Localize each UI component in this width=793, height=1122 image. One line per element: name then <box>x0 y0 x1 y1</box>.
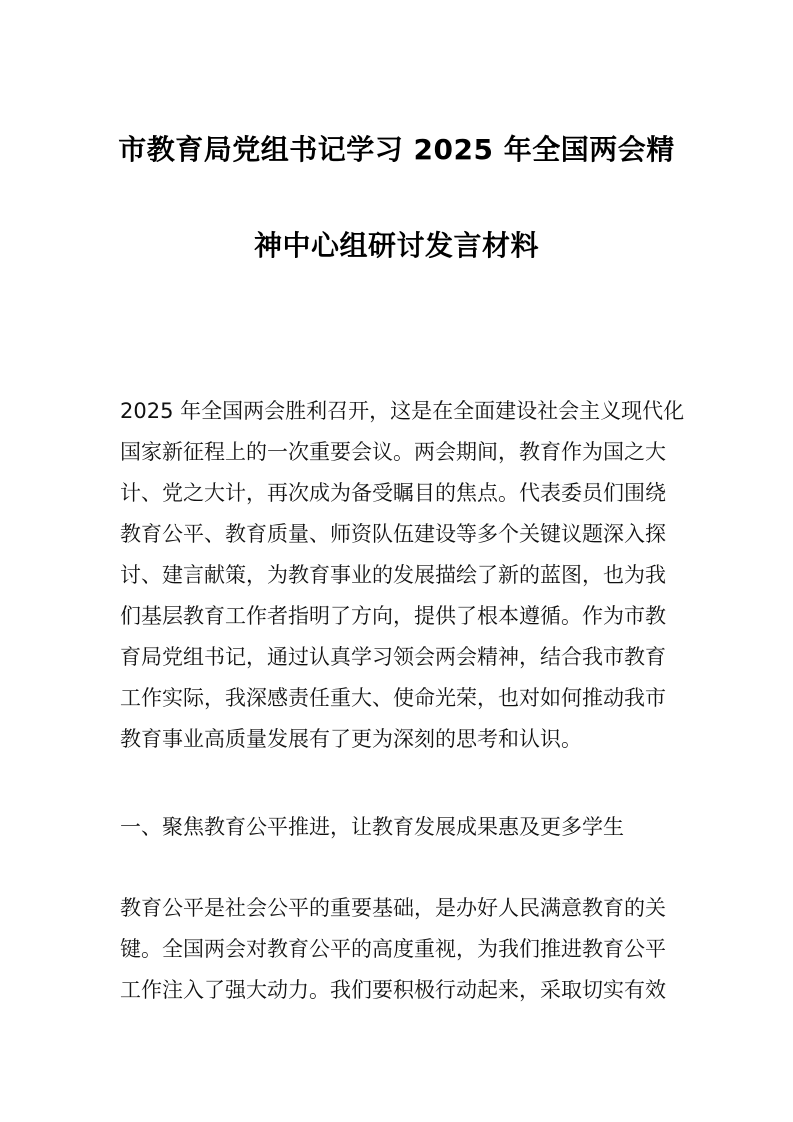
paragraph-line: 们基层教育工作者指明了方向，提供了根本遵循。作为市教 <box>120 604 666 628</box>
paragraph-line: 育局党组书记，通过认真学习领会两会精神，结合我市教育 <box>120 645 666 669</box>
document-title-line-1: 市教育局党组书记学习 2025 年全国两会精 <box>118 133 675 166</box>
paragraph-line: 键。全国两会对教育公平的高度重视，为我们推进教育公平 <box>120 937 666 961</box>
paragraph-line: 2025 年全国两会胜利召开，这是在全面建设社会主义现代化 <box>120 399 685 423</box>
document-title-line-2: 神中心组研讨发言材料 <box>253 229 539 262</box>
paragraph-line: 国家新征程上的一次重要会议。两会期间，教育作为国之大 <box>120 440 666 464</box>
section-heading-1 <box>120 807 676 848</box>
paragraph-line: 教育公平是社会公平的重要基础，是办好人民满意教育的关 <box>120 896 666 920</box>
paragraph-line: 工作注入了强大动力。我们要积极行动起来，采取切实有效 <box>120 978 666 1002</box>
paragraph-line: 工作实际，我深感责任重大、使命光荣，也对如何推动我市 <box>120 686 666 710</box>
paragraph-line: 计、党之大计，再次成为备受瞩目的焦点。代表委员们围绕 <box>120 481 666 505</box>
paragraph-line: 讨、建言献策，为教育事业的发展描绘了新的蓝图，也为我 <box>120 563 666 587</box>
paragraph-line: 教育公平、教育质量、师资队伍建设等多个关键议题深入探 <box>120 522 666 546</box>
section-heading-text: 一、聚焦教育公平推进，让教育发展成果惠及更多学生 <box>120 815 624 839</box>
intro-paragraph <box>120 391 685 760</box>
paragraph-line: 教育事业高质量发展有了更为深刻的思考和认识。 <box>120 727 582 751</box>
section-1-paragraph <box>120 888 676 1011</box>
